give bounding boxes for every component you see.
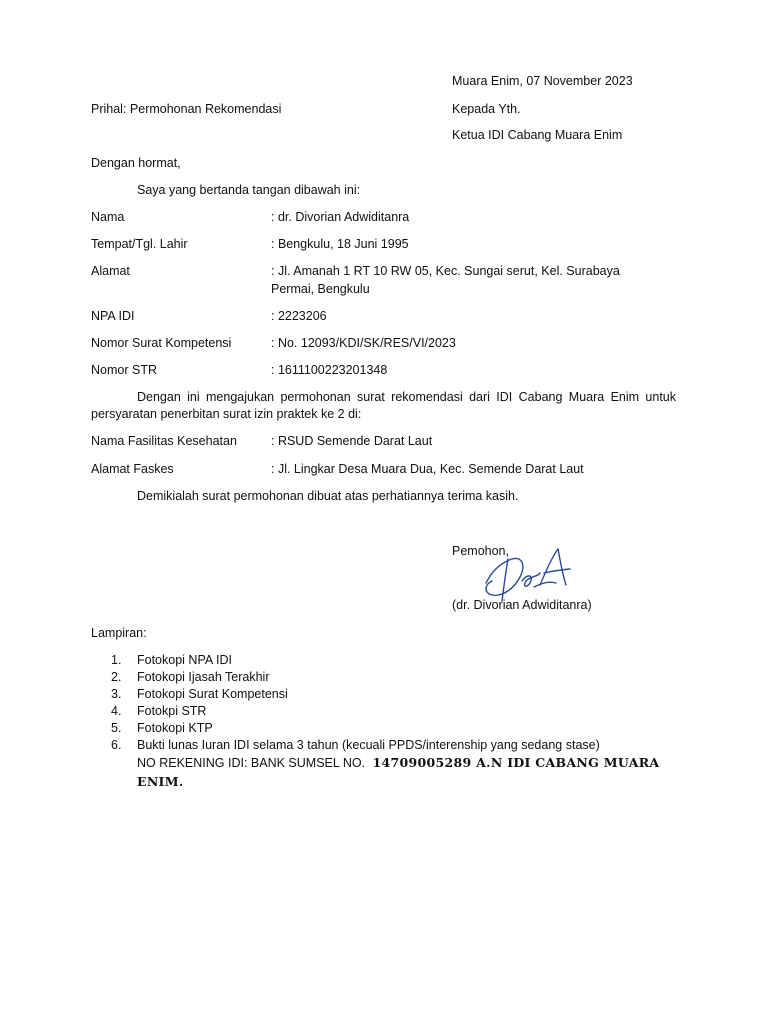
- list-item: [111, 669, 600, 686]
- bank-account-prefix: NO REKENING IDI: BANK SUMSEL NO.: [137, 756, 366, 770]
- field-value-nama: : dr. Divorian Adwiditanra: [271, 210, 410, 224]
- field-value-alamat: : Jl. Amanah 1 RT 10 RW 05, Kec. Sungai serut, Kel. Surabaya: [271, 264, 620, 278]
- field-label-ttl: Tempat/Tgl. Lahir: [91, 237, 188, 251]
- bank-account-line: [137, 754, 659, 772]
- list-item-text: Fotokpi STR: [137, 704, 207, 718]
- field-label-alamat: Alamat: [91, 264, 130, 278]
- request-paragraph: Dengan ini mengajukan permohonan surat rekomendasi dari IDI Cabang Muara Enim untuk persyaratan penerbitan surat izin praktek ke 2 di:: [91, 390, 676, 421]
- facility-value-name: : RSUD Semende Darat Laut: [271, 434, 433, 448]
- handwritten-signature: [478, 543, 573, 605]
- list-item-text: Fotokopi Surat Kompetensi: [137, 687, 288, 701]
- facility-value-address: : Jl. Lingkar Desa Muara Dua, Kec. Semende Darat Laut: [271, 462, 584, 476]
- attachments-heading: Lampiran:: [91, 626, 147, 640]
- greeting: Dengan hormat,: [91, 156, 181, 170]
- letter-subject: Prihal: Permohonan Rekomendasi: [91, 102, 282, 116]
- list-item-number: 4.: [111, 704, 122, 718]
- signature-title: Pemohon,: [452, 544, 509, 558]
- list-item-number: 6.: [111, 738, 122, 752]
- field-label-nama: Nama: [91, 210, 125, 224]
- bank-account-number: 14709005289 A.N IDI CABANG MUARA: [372, 755, 660, 770]
- list-item: [111, 686, 600, 703]
- field-label-str: Nomor STR: [91, 363, 157, 377]
- closing-text: Demikialah surat permohonan dibuat atas perhatiannya terima kasih.: [137, 489, 519, 503]
- field-value-kompetensi: : No. 12093/KDI/SK/RES/VI/2023: [271, 336, 456, 350]
- list-item-number: 5.: [111, 721, 122, 735]
- list-item: [111, 737, 600, 754]
- signature-name: (dr. Divorian Adwiditanra): [452, 598, 592, 612]
- list-item: [111, 720, 600, 737]
- list-item-text: Fotokopi NPA IDI: [137, 653, 232, 667]
- facility-label-name: Nama Fasilitas Kesehatan: [91, 434, 237, 448]
- field-value-ttl: : Bengkulu, 18 Juni 1995: [271, 237, 409, 251]
- list-item-text: Bukti lunas Iuran IDI selama 3 tahun (kecuali PPDS/interenship yang sedang stase): [137, 738, 600, 752]
- list-item: [111, 652, 600, 669]
- list-item-number: 3.: [111, 687, 122, 701]
- field-value-npa: : 2223206: [271, 309, 327, 323]
- recipient-line-1: Kepada Yth.: [452, 102, 521, 116]
- facility-label-address: Alamat Faskes: [91, 462, 174, 476]
- field-label-kompetensi: Nomor Surat Kompetensi: [91, 336, 232, 350]
- list-item: [111, 703, 600, 720]
- field-label-npa: NPA IDI: [91, 309, 135, 323]
- list-item-text: Fotokopi KTP: [137, 721, 213, 735]
- letter-date: Muara Enim, 07 November 2023: [452, 74, 633, 88]
- list-item-number: 1.: [111, 653, 122, 667]
- bank-account-line-cont: [137, 773, 184, 791]
- attachments-list: [111, 652, 600, 754]
- recipient-line-2: Ketua IDI Cabang Muara Enim: [452, 128, 623, 142]
- field-value-str: : 1611100223201348: [271, 363, 388, 377]
- field-value-alamat-cont: Permai, Bengkulu: [271, 282, 370, 296]
- intro-text: Saya yang bertanda tangan dibawah ini:: [137, 183, 361, 197]
- bank-account-suffix: ENIM.: [137, 774, 184, 789]
- list-item-text: Fotokopi Ijasah Terakhir: [137, 670, 270, 684]
- list-item-number: 2.: [111, 670, 122, 684]
